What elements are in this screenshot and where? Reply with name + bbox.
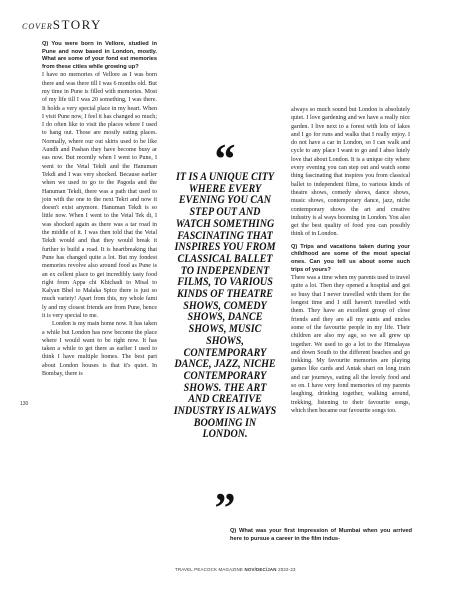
question-1: Q) You were born in Vellore, studied in Pune and now based in London, mostly. What are some of your fond est memories from these cities while growing up? [42, 41, 157, 70]
question-3: Q) What was your first impression of Mumbai when you arrived here to pursue a career in the film indus- [230, 528, 412, 542]
magazine-name: TRAVEL PEACOCK MAGAZINE [175, 567, 244, 572]
page-number: 130 [20, 401, 29, 407]
section-header [22, 16, 102, 34]
page-footer [175, 567, 296, 572]
section-label-cover: COVER [22, 22, 53, 31]
right-column [291, 106, 410, 415]
close-quote-mark: ” [214, 486, 236, 532]
answer-1-paragraph-3: always so much sound but London is absolutely quiet. I love gardening and we have a really nice garden. I live next to a forest with lots of lakes and I go for runs and walks that I really enjoy. I do not have a car in London, so I can walk and cycle to any place I want to go and I abso lutely love that about London. It is a unique city where every evening you can step out and watch some thing fascinating that inspires you from classical ballet to independent films, to various kinds of theatre shows, comedy shows, dance shows, music shows, contemporary dance, jazz, niche contemporary shows the art and creative industry is al ways booming in London. You also get the best quality of food you can possibly think of in London. [291, 107, 410, 238]
answer-1-paragraph-1: I have no memories of Vellore as I was born there and was there till I was 6 months old. But my time in Pune is filled with memories. Most of my life till I was 20 something, I was there. It holds a very special place in my heart. When I visit Pune now, I feel it has changed so much; I do often like to visit the places where I used to hang out. Those are mostly eating places. Normally, where our out skirts used to be like Aundh and Pashan they have become busy ar eas now. But recently when I went to Pune, I went to the Vetal Tekdi and the Hanuman Tekdi and I was very shocked. Because earlier when we used to go to the Pagoda and the Hanuman Tekdi, there was a path that used to join with the one to the next Tekri and now it doesn't exist anymore. Hanuman Tekdi is so little now. When I went to the Vetal Tek di, I was shocked again as there was a tar road in the middle of it. I was then told that the Vetal Tekdi would and that they would break it further to build a road. It is heartbreaking that Pune has changed quite a lot. But my fondest memories revolve also around food as Pune is an ex cellent place to get incredibly tasty food right from Appa chi Khichadi to Misal to Kalyan Bhel to Malaka Spice there is just so much variety! Apart from this, my whole fami ly and my closest friends are from Pune, hence it is very special to me. [42, 72, 157, 319]
answer-1-paragraph-2: London is my main home now. It has taken a while but London has now become the place where I would want to be right now. It has taken a while to get there as earlier I used to think I have multiple homes. The best part about London houses is that it's quiet. In Bombay, there is [42, 321, 157, 378]
section-label-story: STORY [52, 17, 102, 32]
answer-2-paragraph: There was a time when my parents used to travel quite a lot. Then they opened a hospital and got so busy that I never travelled with them for the longest time and I still haven't travelled with them. They have an excellent group of close friends and they are all my aunts and uncles some of the favourite people in my life. Their children are also my age, so we all grew up together. We used to go a lot to the Himalayas and down South to the different beaches and go trekking. My favourite memories are playing games like cards and Antak shari on long train and car journeys, eating all the lovely food and so on. I have very fond memories of my parents laughing, drinking together, walking around, trekking, listening to their favourite songs, which then became our favourite songs too. [291, 275, 410, 414]
question-2: Q) Trips and vacations taken during your childhood are some of the most special ones. Can you tell us about some such trips of yours? [291, 243, 410, 273]
open-quote-mark: “ [214, 137, 236, 183]
pull-quote: IT IS A UNIQUE CITY WHERE EVERY EVENING YOU CAN STEP OUT AND WATCH SOMETHING FASCINATING THAT INSPIRES YOU FROM CLASSICAL BALLET TO INDEPENDENT FILMS, TO VARIOUS KINDS OF THEATRE SHOWS, COMEDY SHOWS, DANCE SHOWS, MUSIC SHOWS, CONTEMPORARY DANCE, JAZZ, NICHE CONTEMPORARY SHOWS. THE ART AND CREATIVE INDUSTRY IS ALWAYS BOOMING IN LONDON. [173, 171, 277, 441]
issue-years: 2022-23 [278, 567, 296, 572]
left-column [42, 41, 157, 378]
issue-months: NOV/DEC/JAN [244, 567, 277, 572]
